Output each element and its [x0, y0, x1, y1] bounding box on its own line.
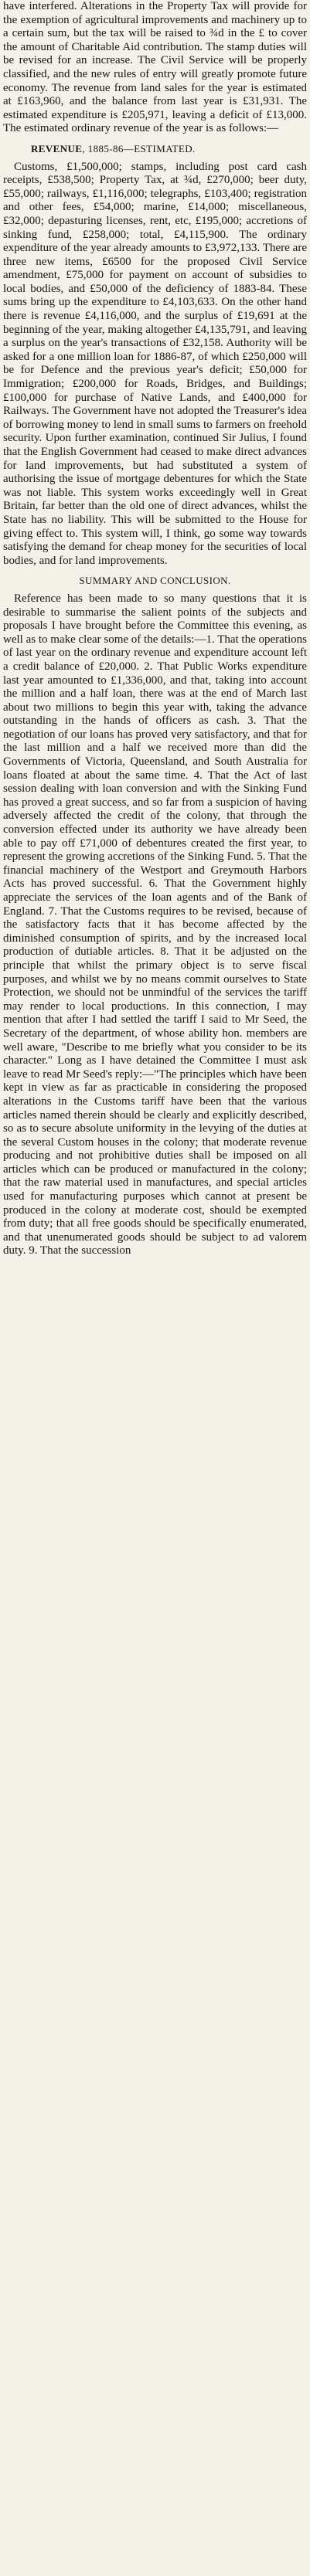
opening-paragraph: have interfered. Alterations in the Property Tax will provide for the exemption of agricultural improvements and machinery up to a certain sum, but the tax will be raised to ¾d in the £ to cover the amount of Charitable Aid contribution. The stamp duties will be revised for an increase. The Civil Service will be properly classified, and the new rules of entry will greatly promote future economy. The revenue from land sales for the year is estimated at £163,960, and the balance from last year is £31,931. The estimated expenditure is £205,971, leaving a deficit of £13,000. The estimated ordinary revenue of the year is as follows:—	[3, 0, 307, 135]
revenue-heading	[3, 142, 307, 156]
summary-heading: SUMMARY AND CONCLUSION.	[79, 575, 231, 587]
newspaper-column	[3, 0, 307, 1258]
revenue-heading-rest: , 1885-86—ESTIMATED.	[82, 142, 196, 154]
revenue-paragraph: Customs, £1,500,000; stamps, including post card cash receipts, £538,500; Property Tax, at ¾d, £270,000; beer duty, £55,000; railways, £1,116,000; telegraphs, £103,400; registration and other fees, £54,000; marine, £14,000; miscellaneous, £32,000; depasturing licenses, rent, etc, £195,000; accretions of sinking fund, £258,000; total, £4,115,900. The ordinary expenditure of the year already amounts to £3,972,133. There are three new items, £6500 for the proposed Civil Service amendment, £75,000 for payment on account of subsidies to local bodies, and £50,000 of the deficiency of 1883-84. These sums bring up the expenditure to £4,103,633. On the other hand there is revenue £4,116,000, and the surplus of £19,691 at the beginning of the year, making altogether £4,135,791, and leaving a surplus on the year's transactions of £32,158. Authority will be asked for a one million loan for 1886-87, of which £250,000 will be for Defence and the previous year's deficit; £50,000 for Immigration; £200,000 for Roads, Bridges, and Buildings; £100,000 for purchase of Native Lands, and £400,000 for Railways. The Government have not adopted the Treasurer's idea of borrowing money to lend in small sums to farmers on freehold security. Upon further examination, continued Sir Julius, I found that the English Government had ceased to make direct advances for land improvements, but had substituted a system of authorising the issue of mortgage debentures for which the State was not liable. This system works exceedingly well in Great Britain, far better than the old one of direct advances, whilst the State has no liability. This will be submitted to the House for giving effect to. This system will, I think, go some way towards satisfying the demand for cheap money for the securities of local bodies, and for land improvements.	[3, 160, 307, 567]
summary-paragraph: Reference has been made to so many questions that it is desirable to summarise the salient points of the subjects and proposals I have brought before the Committee this evening, as well as to make clear some of the details:—1. That the operations of last year on the ordinary revenue and expenditure account left a credit balance of £20,000. 2. That Public Works expenditure last year amounted to £1,336,000, and that, taking into account the million and a half loan, there was at the end of March last about two millions to begin this year with, taking the advance outstanding in the hands of officers as cash. 3. That the negotiation of our loans has proved very satisfactory, and that for the last million and a half we received more than did the Governments of Victoria, Queensland, and South Australia for loans floated at about the same time. 4. That the Act of last session dealing with loan conversion and with the Sinking Fund has proved a great success, and so far from a suspicion of having adversely affected the credit of the colony, that through the conversion effected under its authority we have already been able to pay off £71,000 of debentures created the first year, to represent the growing accretions of the Sinking Fund. 5. That the financial machinery of the Westport and Greymouth Harbors Acts has proved successful. 6. That the Government highly appreciate the services of the loan agents and of the Bank of England. 7. That the Customs requires to be revised, because of the satisfactory facts that it has become affected by the diminished consumption of spirits, and by the increased local production of dutiable articles. 8. That it be adjusted on the principle that whilst the primary object is to serve fiscal purposes, and whilst we by no means commit ourselves to State Protection, we should not be unmindful of the services the tariff may render to local productions. In this connection, I may mention that after I had settled the tariff I said to Mr Seed, the Secretary of the department, of whose ability hon. members are well aware, "Describe to me briefly what you consider to be its character." Long as I have detained the Committee I must ask leave to read Mr Seed's reply:—"The principles which have been kept in view as far as practicable in considering the proposed alterations in the Customs tariff have been that the various articles named therein should be clearly and explicitly described, so as to secure absolute uniformity in the levying of the duties at the several Custom houses in the colony; that moderate revenue producing and not prohibitive duties shall be imposed on all articles which can be produced or manufactured in the colony; that the raw material used in manufactures, and special articles used for manufacturing purposes which cannot at present be produced in the colony at moderate cost, should be exempted from duty; that all free goods should be specifically enumerated, and that unenumerated goods should be subject to ad valorem duty. 9. That the succession	[3, 592, 307, 1257]
revenue-heading-lead: REVENUE	[31, 142, 83, 154]
